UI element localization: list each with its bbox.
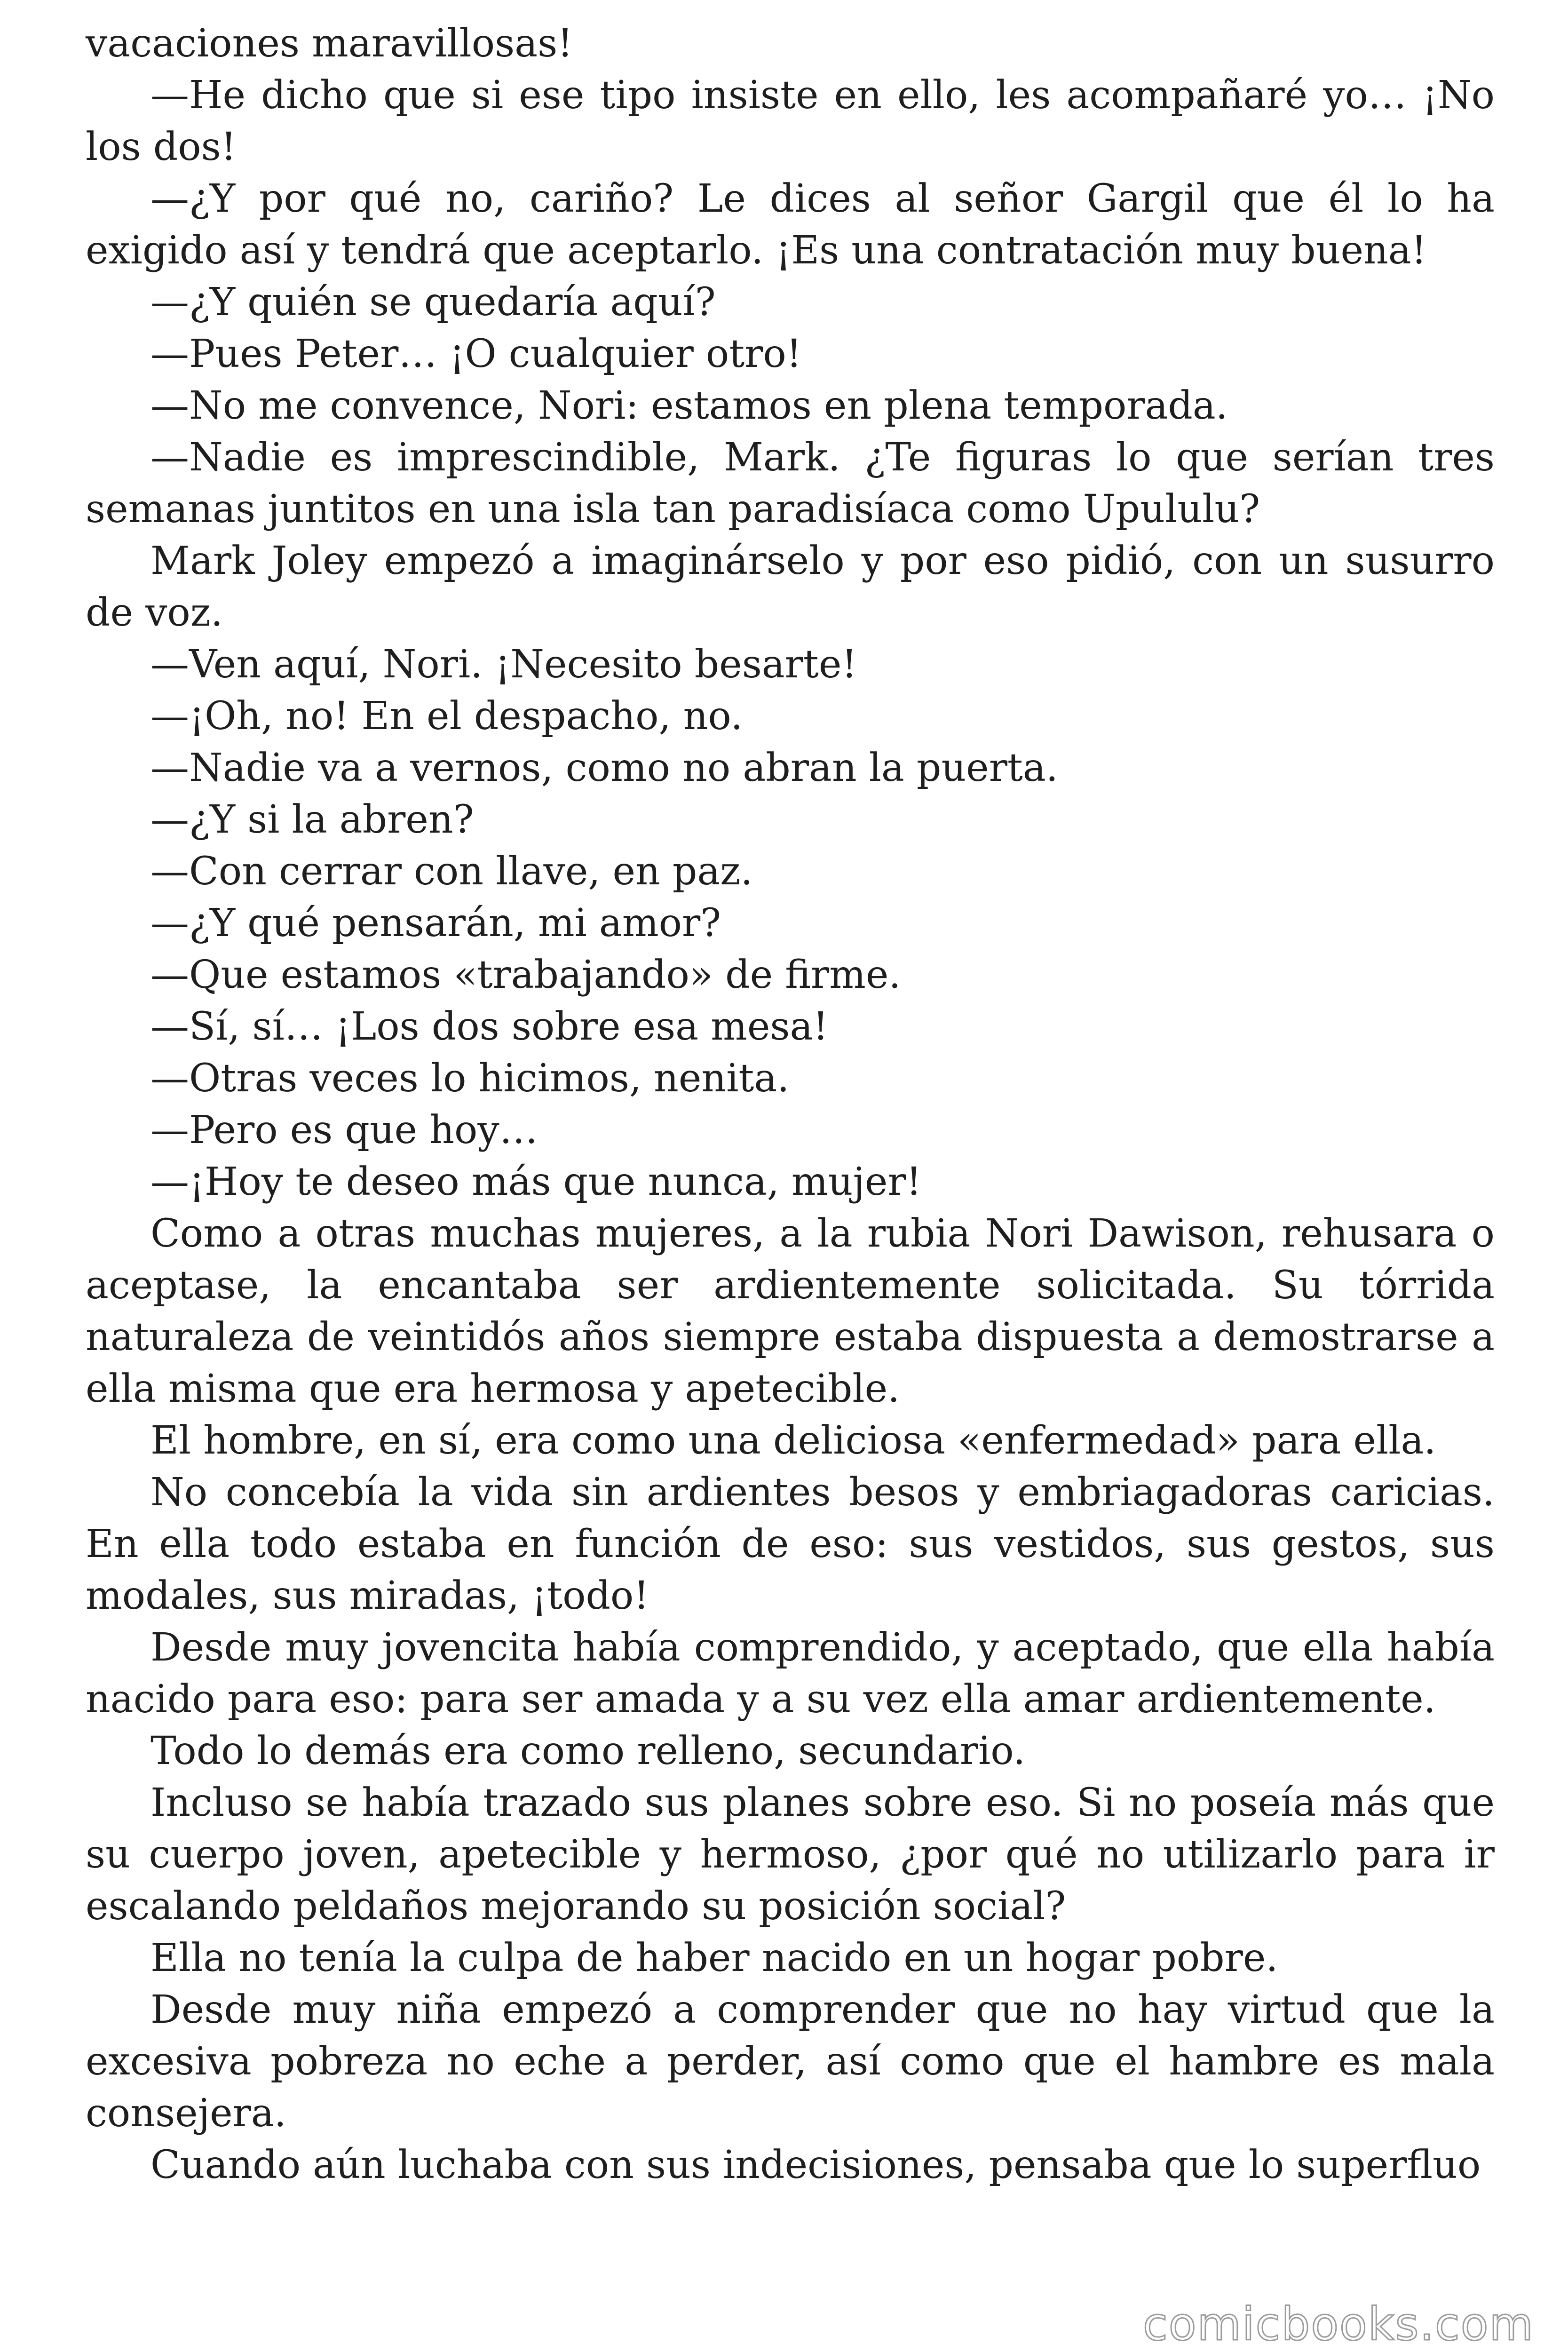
paragraph: —Pero es que hoy… [150,1108,538,1152]
paragraph: —Otras veces lo hicimos, nenita. [150,1056,790,1101]
paragraph: —¡Oh, no! En el despacho, no. [150,694,743,739]
paragraph: Desde muy niña empezó a comprender que no hay virtud que la excesiva pobreza no eche a perder, así como que el hambre es mala consejera. [86,1987,1495,2136]
paragraph: —Que estamos «trabajando» de firme. [150,953,901,997]
paragraph: —¿Y si la abren? [150,797,474,842]
paragraph: —¿Y por qué no, cariño? Le dices al señor Gargil que él lo ha exigido así y tendrá que aceptarlo. ¡Es una contratación muy buena! [86,176,1495,273]
paragraph-continuation: vacaciones maravillosas! [86,21,573,66]
paragraph: Desde muy jovencita había comprendido, y aceptado, que ella había nacido para eso: para ser amada y a su vez ella amar ardientemente. [86,1625,1495,1722]
paragraph: Incluso se había trazado sus planes sobre eso. Si no poseía más que su cuerpo joven, apetecible y hermoso, ¿por qué no utilizarlo para ir escalando peldaños mejorando su posición social? [86,1780,1495,1929]
paragraph: Cuando aún luchaba con sus indecisiones, pensaba que lo superfluo [150,2143,1481,2187]
paragraph: —Pues Peter… ¡O cualquier otro! [150,332,802,376]
paragraph: —Nadie va a vernos, como no abran la puerta. [150,746,1058,790]
paragraph: Mark Joley empezó a imaginárselo y por eso pidió, con un susurro de voz. [86,539,1495,635]
paragraph: El hombre, en sí, era como una deliciosa «enfermedad» para ella. [150,1418,1436,1463]
paragraph: —He dicho que si ese tipo insiste en ello, les acompañaré yo… ¡No los dos! [86,73,1495,169]
paragraph: —¡Hoy te deseo más que nunca, mujer! [150,1160,922,1204]
paragraph: —¿Y qué pensarán, mi amor? [150,901,721,946]
paragraph: —Ven aquí, Nori. ¡Necesito besarte! [150,642,857,687]
paragraph: Todo lo demás era como relleno, secundario. [150,1729,1026,1773]
paragraph: Ella no tenía la culpa de haber nacido en un hogar pobre. [150,1936,1278,1980]
paragraph: —Nadie es imprescindible, Mark. ¿Te figuras lo que serían tres semanas juntitos en una isla tan paradisíaca como Upululu? [86,435,1495,532]
paragraph: —¿Y quién se quedaría aquí? [150,280,716,325]
paragraph: No concebía la vida sin ardientes besos y embriagadoras caricias. En ella todo estaba en función de eso: sus vestidos, sus gestos, sus modales, sus miradas, ¡todo! [86,1470,1495,1618]
site-watermark: comicbooks.com [1142,2298,1534,2351]
paragraph: —Sí, sí… ¡Los dos sobre esa mesa! [150,1004,829,1049]
paragraph: —No me convence, Nori: estamos en plena temporada. [150,383,1228,428]
paragraph: Como a otras muchas mujeres, a la rubia Nori Dawison, rehusara o aceptase, la encantaba ser ardientemente solicitada. Su tórrida naturaleza de veintidós años siempre estaba dispuesta a demostrarse a ella misma que era hermosa y apetecible. [86,1211,1495,1411]
paragraph: —Con cerrar con llave, en paz. [150,849,753,894]
